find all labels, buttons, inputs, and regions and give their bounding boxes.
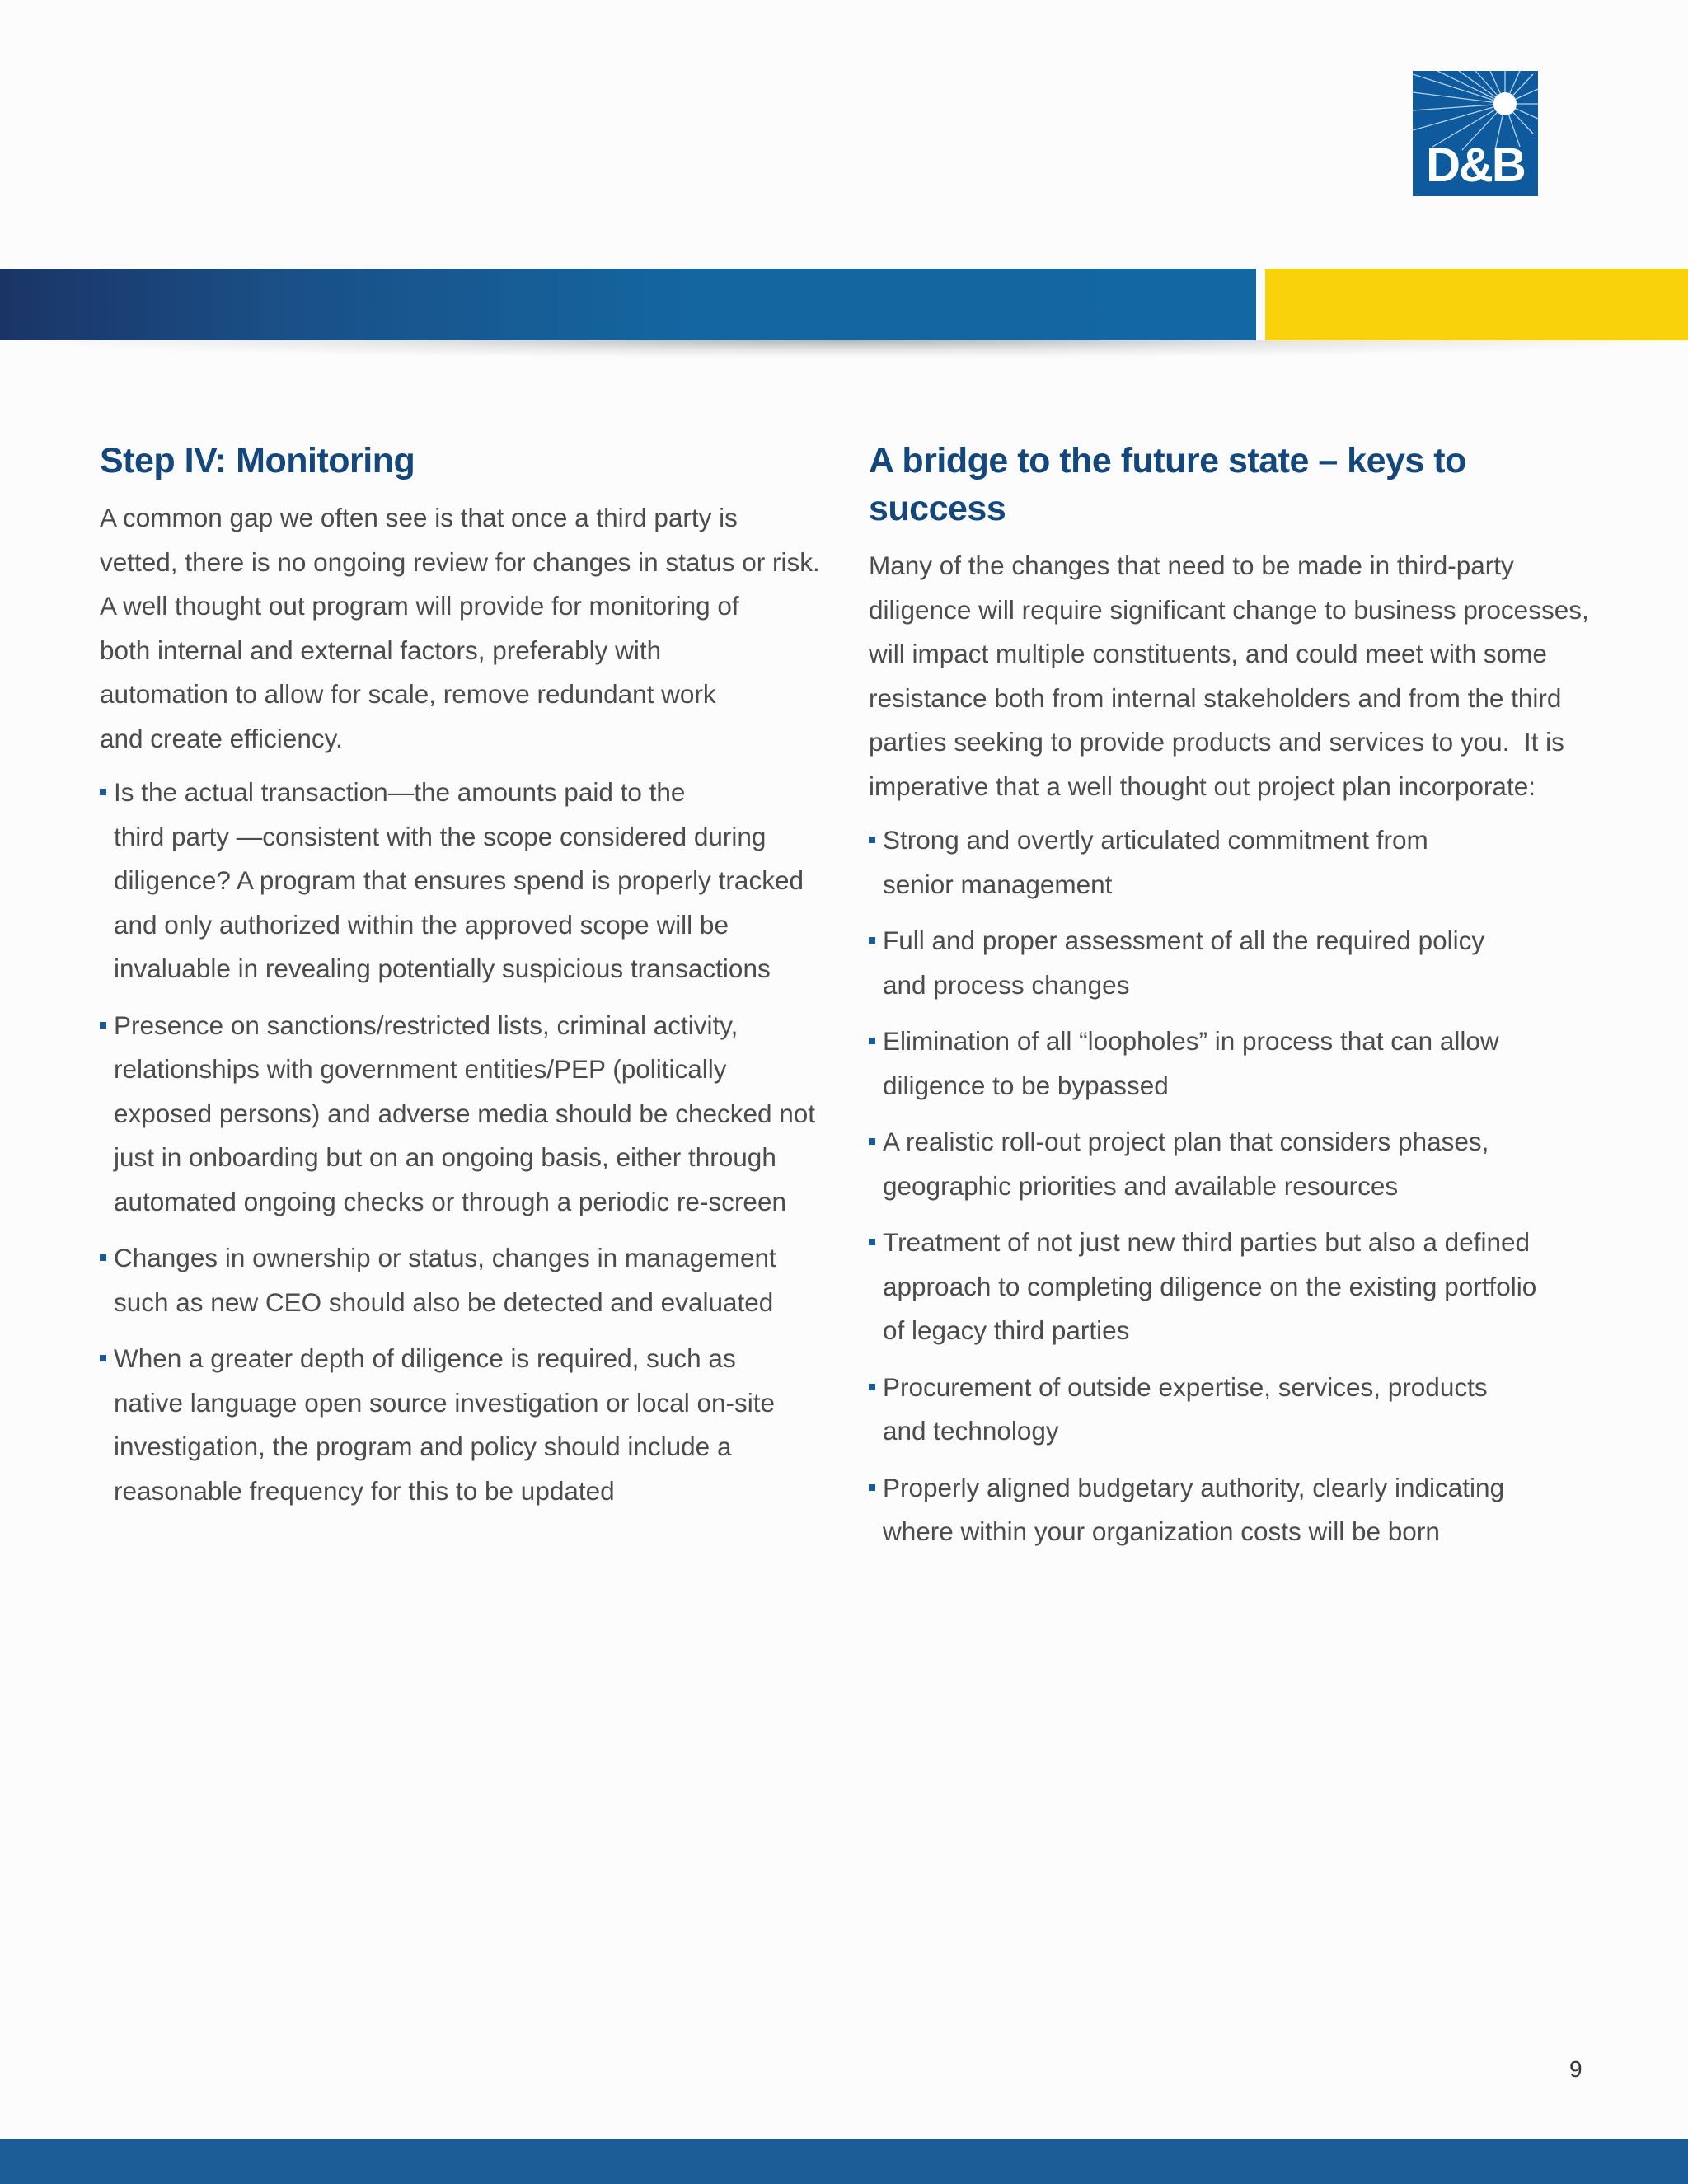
list-item (100, 1004, 825, 1225)
text-line: exposed persons) and adverse media should be checked not (114, 1098, 816, 1128)
text-line: senior management (883, 869, 1113, 899)
text-line: A well thought out program will provide for monitoring of (100, 591, 739, 621)
text-line: invaluable in revealing potentially suspicious transactions (114, 954, 771, 983)
bullet-square-icon (869, 1038, 875, 1044)
text-line: parties seeking to provide products and services to you. It is (869, 727, 1564, 757)
bullet-square-icon (869, 1484, 875, 1491)
bullet-list (100, 771, 825, 1513)
bullet-square-icon (100, 1355, 106, 1361)
bullet-square-icon (100, 789, 106, 795)
bullet-square-icon (100, 1254, 106, 1261)
list-item (100, 1236, 825, 1324)
dnb-logo (1413, 71, 1538, 196)
text-line: vetted, there is no ongoing review for changes in status or risk. (100, 546, 820, 577)
text-line: relationships with government entities/PEP (politically (114, 1054, 727, 1084)
intro-paragraph (100, 496, 825, 761)
text-line: diligence to be bypassed (883, 1070, 1169, 1100)
section-heading-monitoring: Step IV: Monitoring (100, 441, 415, 480)
text-line: Properly aligned budgetary authority, clearly indicating (883, 1472, 1505, 1502)
text-line: automation to allow for scale, remove redundant work (100, 679, 716, 709)
text-line: automated ongoing checks or through a periodic re-screen (114, 1186, 786, 1216)
text-line: approach to completing diligence on the existing portfolio (883, 1271, 1537, 1301)
bullet-square-icon (869, 937, 875, 944)
text-line: Full and proper assessment of all the required policy (883, 926, 1485, 955)
text-line: When a greater depth of diligence is required, such as (114, 1343, 736, 1373)
left-column (100, 437, 825, 1526)
intro-paragraph (869, 544, 1611, 808)
text-line: reasonable frequency for this to be updated (114, 1475, 615, 1506)
text-line: resistance both from internal stakeholders and from the third (869, 682, 1562, 713)
header-band-yellow (1265, 269, 1688, 340)
text-line: Many of the changes that need to be made in third-party (869, 551, 1514, 580)
bullet-list (869, 818, 1611, 1554)
list-item (869, 919, 1611, 1007)
bullet-square-icon (869, 1138, 875, 1145)
bullet-square-icon (869, 1384, 875, 1390)
header-band-blue (0, 269, 1256, 340)
text-line: such as new CEO should also be detected and evaluated (114, 1286, 774, 1317)
text-line: A realistic roll-out project plan that considers phases, (883, 1127, 1489, 1156)
text-line: geographic priorities and available resources (883, 1170, 1399, 1201)
right-column (869, 437, 1611, 1567)
text-line: native language open source investigation or local on-site (114, 1387, 776, 1418)
list-item (869, 1366, 1611, 1454)
bullet-square-icon (100, 1022, 106, 1029)
text-line: and only authorized within the approved scope will be (114, 909, 729, 940)
text-line: Presence on sanctions/restricted lists, criminal activity, (114, 1010, 738, 1040)
list-item (869, 1019, 1611, 1108)
text-line: diligence will require significant change to business processes, (869, 594, 1589, 625)
page-number: 9 (1569, 2056, 1582, 2082)
section-heading-bridge: A bridge to the future state – keys to success (869, 441, 1466, 528)
text-line: and technology (883, 1416, 1059, 1446)
text-line: Treatment of not just new third parties but also a defined (883, 1227, 1531, 1257)
text-line: Elimination of all “loopholes” in process that can allow (883, 1026, 1499, 1056)
bullet-square-icon (869, 837, 875, 843)
list-item (869, 818, 1611, 907)
text-line: investigation, the program and policy should include a (114, 1432, 732, 1461)
text-line: A common gap we often see is that once a third party is (100, 503, 738, 532)
footer-band (0, 2139, 1688, 2184)
text-line: Changes in ownership or status, changes in management (114, 1243, 776, 1272)
text-line: of legacy third parties (883, 1315, 1130, 1345)
list-item (869, 1221, 1611, 1353)
bullet-square-icon (869, 1239, 875, 1245)
text-line: diligence? A program that ensures spend is properly tracked (114, 865, 804, 895)
text-line: imperative that a well thought out project plan incorporate: (869, 771, 1536, 801)
list-item (100, 1337, 825, 1513)
text-line: and create efficiency. (100, 723, 343, 753)
text-line: Procurement of outside expertise, services, products (883, 1371, 1488, 1402)
text-line: will impact multiple constituents, and could meet with some (869, 639, 1547, 668)
text-line: just in onboarding but on an ongoing basis, either through (114, 1142, 776, 1172)
text-line: and process changes (883, 969, 1130, 1000)
header-band-shadow (0, 340, 1688, 359)
text-line: Is the actual transaction—the amounts paid to the (114, 777, 686, 807)
list-item (100, 771, 825, 991)
logo-text: D&B (1426, 138, 1525, 192)
text-line: Strong and overtly articulated commitment from (883, 825, 1428, 855)
list-item (869, 1120, 1611, 1208)
text-line: where within your organization costs will be born (883, 1516, 1440, 1546)
text-line: third party —consistent with the scope considered during (114, 821, 767, 851)
list-item (869, 1466, 1611, 1554)
text-line: both internal and external factors, preferably with (100, 635, 662, 665)
